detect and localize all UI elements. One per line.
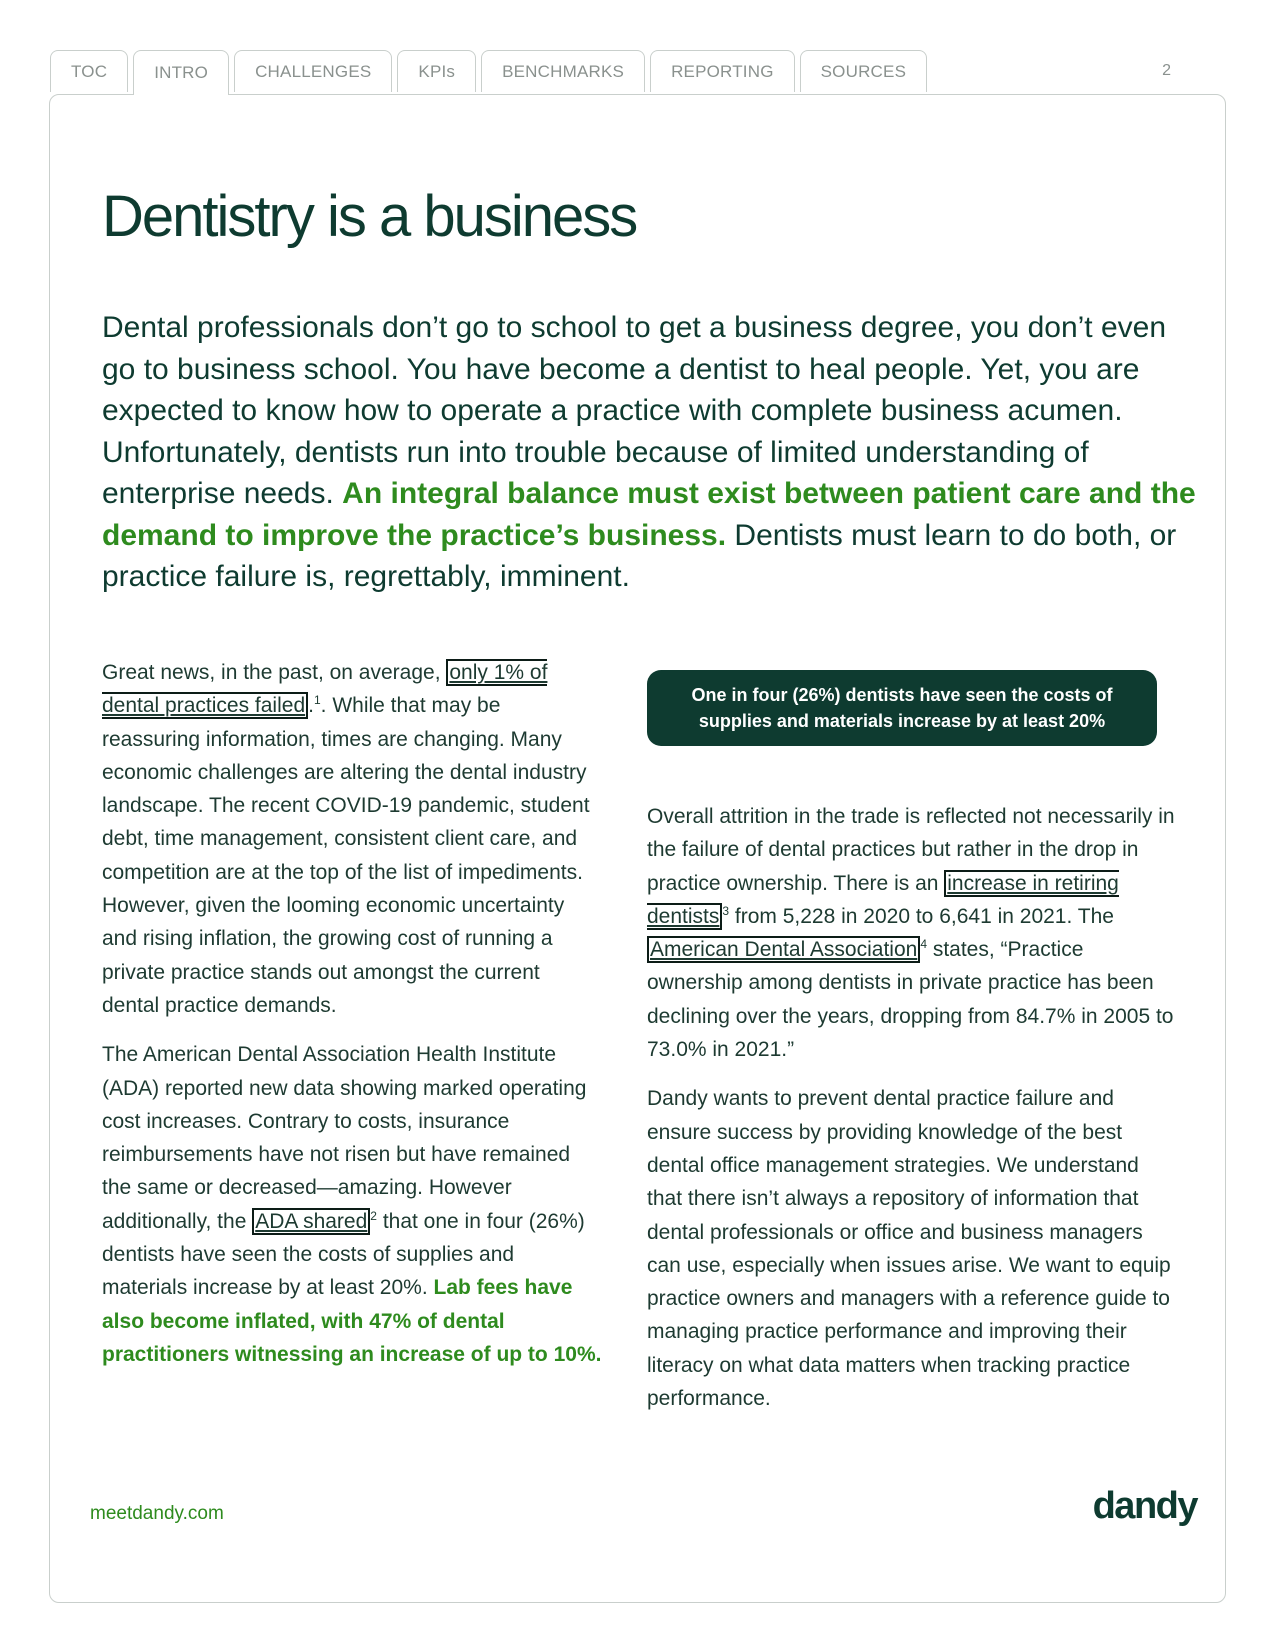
tab-reporting[interactable]: REPORTING	[650, 50, 795, 92]
left-p2-before: The American Dental Association Health Institute (ADA) reported new data showing marked operating cost increases. Contrary to costs, insurance reimbursements have not risen but have remained the same or decreased—amazing. However additionally, the	[102, 1043, 587, 1233]
left-column	[102, 656, 602, 1387]
left-p2-highlight: Lab fees have also become inflated, with 47% of dental practitioners witnessing an increase of up to 10%.	[102, 1276, 602, 1366]
tab-challenges[interactable]: CHALLENGES	[234, 50, 392, 92]
right-p1-middle: from 5,228 in 2020 to 6,641 in 2021. The	[729, 904, 1114, 928]
left-p1-before: Great news, in the past, on average,	[102, 661, 447, 684]
footer-url-link[interactable]: meetdandy.com	[90, 1503, 224, 1524]
right-p1-after: states, “Practice ownership among dentists in private practice has been declining over the years, dropping from 84.7% in 2005 to 73.0% in 2021.”	[647, 938, 1174, 1062]
right-paragraph-1	[647, 800, 1177, 1066]
right-paragraph-2: Dandy wants to prevent dental practice failure and ensure success by providing knowledge of the best dental office management strategies. We understand that there isn’t always a repository of information that dental professionals or office and business managers can use, especially when issues arise. We want to equip practice owners and managers with a reference guide to managing practice performance and improving their literacy on what data matters when tracking practice performance.	[647, 1087, 1171, 1411]
right-p1-before: Overall attrition in the trade is reflected not necessarily in the failure of dental practices but rather in the drop in practice ownership. There is an	[647, 805, 1175, 895]
tab-toc[interactable]: TOC	[50, 50, 128, 92]
link-only-1-percent[interactable]: only 1% of dental practices failed	[102, 661, 548, 718]
tab-benchmarks[interactable]: BENCHMARKS	[481, 50, 645, 92]
page-title: Dentistry is a business	[102, 184, 637, 249]
lead-after: Dentists must learn to do both, or practice failure is, regrettably, imminent.	[102, 518, 1177, 593]
left-paragraph-1	[102, 656, 602, 1022]
lead-paragraph	[102, 307, 1202, 598]
tab-intro[interactable]: INTRO	[133, 50, 229, 95]
footnote-2: 2	[370, 1208, 377, 1223]
lead-text: Dental professionals don’t go to school to get a business degree, you don’t even go to business school. You have become a dentist to heal people. Yet, you are expected to know how to operate a practice with complete business acumen. Unfortunately, dentists run into trouble because of limited understanding of enterprise needs.	[102, 311, 1167, 510]
footnote-1: 1	[313, 693, 321, 708]
link-american-dental-association[interactable]: American Dental Association	[647, 936, 920, 963]
lead-highlight: An integral balance must exist between patient care and the demand to improve the practice’s business.	[102, 477, 1196, 552]
tab-kpis[interactable]: KPIs	[397, 50, 476, 92]
footnote-3: 3	[722, 903, 730, 918]
section-tabs	[50, 50, 932, 95]
left-paragraph-2	[102, 1038, 602, 1371]
stat-callout: One in four (26%) dentists have seen the costs of supplies and materials increase by at least 20%	[647, 670, 1157, 746]
page-number: 2	[1162, 62, 1171, 79]
left-p1-after: . While that may be reassuring information, times are changing. Many economic challenges are altering the dental industry landscape. The recent COVID-19 pandemic, student debt, time management, consistent client care, and competition are at the top of the list of impediments. However, given the looming economic uncertainty and rising inflation, the growing cost of running a private practice stands out amongst the current dental practice demands.	[102, 694, 590, 1017]
footnote-4: 4	[920, 937, 927, 952]
link-retiring-dentists[interactable]: increase in retiring dentists	[647, 871, 1119, 928]
right-column	[647, 800, 1177, 1431]
tab-sources[interactable]: SOURCES	[800, 50, 927, 92]
left-p1-period: .	[308, 694, 314, 718]
left-p2-after: that one in four (26%) dentists have seen the costs of supplies and materials increase by at least 20%.	[102, 1209, 585, 1300]
dandy-logo: dandy	[1092, 1485, 1197, 1527]
link-ada-shared[interactable]: ADA shared	[252, 1208, 370, 1235]
page-panel	[49, 94, 1226, 1603]
